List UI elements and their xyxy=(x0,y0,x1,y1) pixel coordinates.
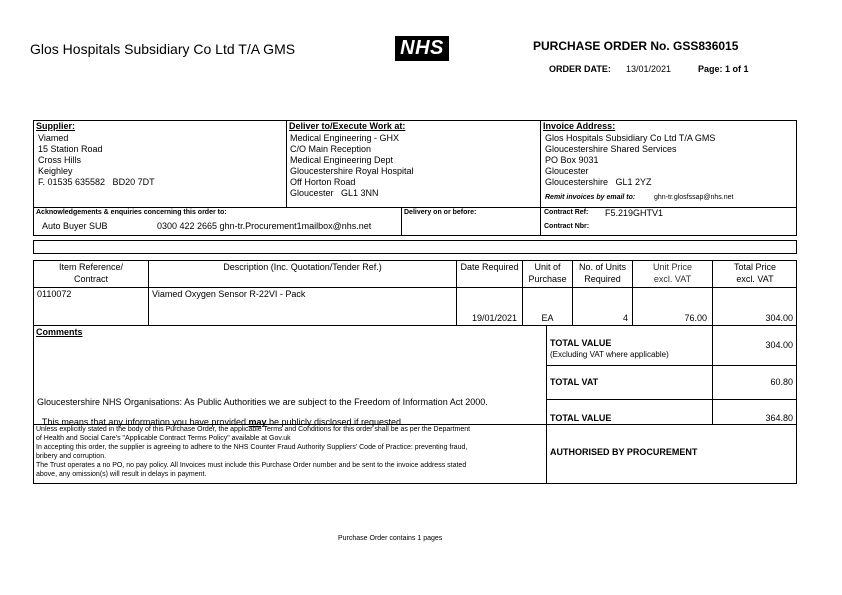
order-date: 13/01/2021 xyxy=(626,64,672,74)
nhs-logo: NHS xyxy=(395,36,449,61)
terms-line: Unless explicitly stated in the body of this Purchase Order, the applicable Terms and Conditions for this order shall be as per the Department xyxy=(36,426,471,433)
deliver-line: C/O Main Reception xyxy=(290,144,372,154)
invoice-line: Gloucester xyxy=(545,166,589,176)
footer-note: Purchase Order contains 1 pages xyxy=(338,535,443,542)
header-qty: No. of Units xyxy=(578,262,627,272)
contract-ref: F5.219GHTV1 xyxy=(605,208,664,218)
row-description: Viamed Oxygen Sensor R-22VI - Pack xyxy=(152,289,306,299)
deliver-line: Gloucestershire Royal Hospital xyxy=(290,166,414,176)
terms-line: of Health and Social Care's "Applicable Contract Terms Policy" available at Gov.uk xyxy=(36,435,291,442)
header-total-price: Total Price xyxy=(733,262,777,272)
invoice-line: Gloucestershire Shared Services xyxy=(545,144,677,154)
delivery-label: Delivery on or before: xyxy=(404,209,477,216)
deliver-line: Gloucester GL1 3NN xyxy=(290,188,379,198)
order-date-label: ORDER DATE: xyxy=(549,64,611,74)
header-date-required: Date Required xyxy=(460,262,519,272)
page-number: Page: 1 of 1 xyxy=(698,64,749,74)
deliver-line: Medical Engineering Dept xyxy=(290,155,394,165)
supplier-line: Keighley xyxy=(38,166,73,176)
row-unit-price: 76.00 xyxy=(684,313,707,323)
comments-heading: Comments xyxy=(36,327,83,337)
total-value-label: TOTAL VALUE xyxy=(550,338,612,348)
total-vat: 60.80 xyxy=(770,377,793,387)
authorised-label: AUTHORISED BY PROCUREMENT xyxy=(550,447,698,457)
terms-line: bribery and corruption. xyxy=(36,453,107,460)
buyer-contact: 0300 422 2665 ghn-tr.Procurement1mailbox@nhs.net xyxy=(157,221,372,231)
invoice-line: PO Box 9031 xyxy=(545,155,599,165)
header-item-ref: Contract xyxy=(73,274,108,284)
total-vat-label: TOTAL VAT xyxy=(550,377,599,387)
deliver-heading: Deliver to/Execute Work at: xyxy=(289,121,406,131)
supplier-line: Cross Hills xyxy=(38,155,82,165)
remit-label: Remit invoices by email to: xyxy=(545,194,636,201)
total-value: 304.00 xyxy=(765,340,793,350)
row-unit: EA xyxy=(541,313,554,323)
buyer-name: Auto Buyer SUB xyxy=(42,221,108,231)
po-title: PURCHASE ORDER No. GSS836015 xyxy=(533,39,739,53)
foi-line: Gloucestershire NHS Organisations: As Public Authorities we are subject to the Freedom of Information Act 2000. xyxy=(37,397,488,407)
invoice-line: Gloucestershire GL1 2YZ xyxy=(545,177,652,187)
supplier-line: 15 Station Road xyxy=(38,144,103,154)
foi-text: be publicly disclosed if requested. xyxy=(266,417,404,427)
foi-text: This means that any information you have provided xyxy=(41,417,249,427)
row-total: 304.00 xyxy=(765,313,793,323)
header-qty: Required xyxy=(584,274,621,284)
grand-total-label: TOTAL VALUE xyxy=(550,413,612,423)
terms-line: The Trust operates a no PO, no pay policy. All Invoices must include this Purchase Order number and be sent to the invoice address stated xyxy=(36,462,467,469)
spacer-row xyxy=(33,240,797,254)
supplier-line: F. 01535 635582 BD20 7DT xyxy=(38,177,155,187)
grand-total: 364.80 xyxy=(765,413,793,423)
excl-vat-note: (Excluding VAT where applicable) xyxy=(550,350,669,359)
invoice-line: Glos Hospitals Subsidiary Co Ltd T/A GMS xyxy=(545,133,716,143)
deliver-line: Medical Engineering - GHX xyxy=(290,133,400,143)
header-unit: Unit of xyxy=(534,262,561,272)
terms-line: In accepting this order, the supplier is agreeing to adhere to the NHS Counter Fraud Authority Suppliers' Code of Practice: preventing fraud, xyxy=(36,444,468,451)
header-total-price: excl. VAT xyxy=(736,274,774,284)
header-description: Description (Inc. Quotation/Tender Ref.) xyxy=(223,262,382,272)
supplier-heading: Supplier: xyxy=(36,121,76,131)
invoice-heading: Invoice Address: xyxy=(543,121,616,131)
remit-email: ghn-tr.glosfssap@nhs.net xyxy=(654,194,734,201)
header-item-ref: Item Reference/ xyxy=(58,262,124,272)
company-name: Glos Hospitals Subsidiary Co Ltd T/A GMS xyxy=(30,41,296,57)
header-unit: Purchase xyxy=(528,274,567,284)
contract-ref-label: Contract Ref: xyxy=(544,209,589,216)
contract-nbr-label: Contract Nbr: xyxy=(544,223,590,230)
header-unit-price: Unit Price xyxy=(652,262,692,272)
foi-emphasis: may xyxy=(248,417,267,427)
row-qty: 4 xyxy=(622,313,628,323)
enquiries-label: Acknowledgements & enquiries concerning this order to: xyxy=(36,209,227,216)
header-unit-price: excl. VAT xyxy=(653,274,692,284)
row-item-ref: 0110072 xyxy=(37,289,72,299)
deliver-line: Off Horton Road xyxy=(290,177,356,187)
supplier-line: Viamed xyxy=(38,133,69,143)
terms-line: above, any omission(s) will result in delays in payment. xyxy=(36,471,207,478)
row-date-required: 19/01/2021 xyxy=(471,313,517,323)
